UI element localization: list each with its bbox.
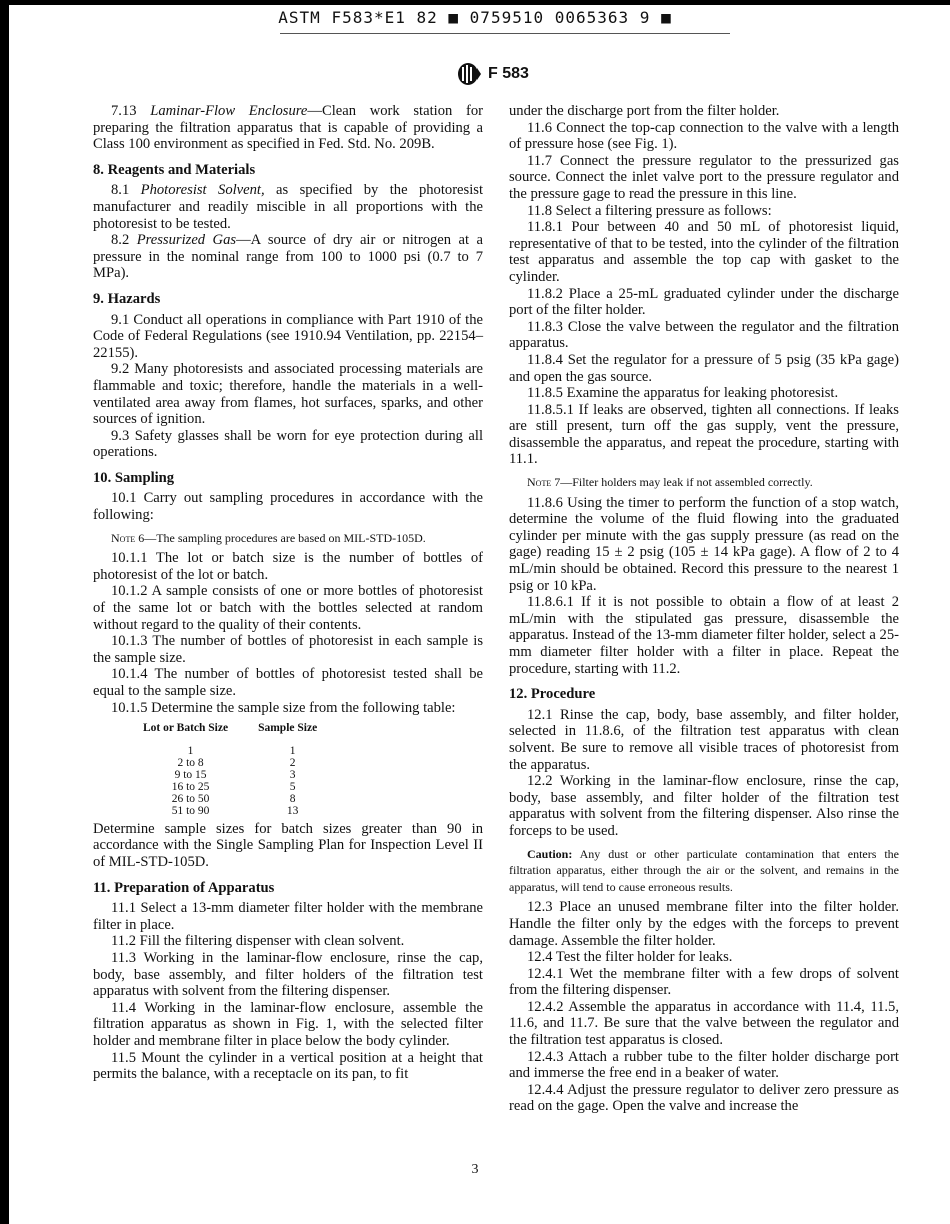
paragraph-11-8-4: 11.8.4 Set the regulator for a pressure of 5 psig (35 kPa gage) and open the gas source. [509,351,899,385]
paragraph-11-8: 11.8 Select a filtering pressure as follows: [527,202,772,219]
note-6: Note 6—The sampling procedures are based on MIL-STD-105D. [111,530,426,545]
scan-edge-left [0,0,9,1224]
paragraph-after-table: Determine sample sizes for batch sizes greater than 90 in accordance with the Single Sampling Plan for Inspection Level II of MIL-STD-105D. [93,820,483,870]
paragraph-11-8-6: 11.8.6 Using the timer to perform the function of a stop watch, determine the volume of the fluid flowing into the graduated cylinder per minute with the gas supply pressure (as read on the gage) reading 15 ± 2 psig (105 ± 14 kPa gage). A flow of 2 to 4 mL/min should be obtained. Record this pressure to the nearest 1 psig or 10 kPa. [509,494,899,594]
caution-note: Caution: Any dust or other particulate contamination that enters the filtration apparatus, either through the air or the solvent, and remains in the apparatus, will tend to cause erroneous results. [509,846,899,894]
astm-logo-icon [456,62,482,86]
header-code: ASTM F583*E1 82 ■ 0759510 0065363 9 ■ [278,8,672,27]
table-row: 51 to 90 13 [171,804,299,817]
table-row: 26 to 50 8 [171,792,296,805]
table-header-lot: Lot or Batch Size [143,722,229,735]
paragraph-12-4: 12.4 Test the filter holder for leaks. [527,949,733,966]
paragraph-9-2: 9.2 Many photoresists and associated processing materials are flammable and toxic; therefore, handle the materials in a well-ventilated area away from flames, hot surfaces, sparks, and other sources of ignition. [93,361,483,428]
paragraph-12-1: 12.1 Rinse the cap, body, base assembly, and filter holder, selected in 11.8.6, of the filtration test apparatus with clean solvent. Be sure to remove all visible traces of photoresist from the apparatus. [509,706,899,773]
sample-size-table [133,720,337,817]
paragraph-12-3: 12.3 Place an unused membrane filter into the filter holder. Handle the filter only by the edges with the forceps to prevent damage. Assemble the filter holder. [509,899,899,949]
paragraph-11-8-3: 11.8.3 Close the valve between the regulator and the filtration apparatus. [509,318,899,352]
table-row: 16 to 25 5 [171,780,296,793]
paragraph-11-5-cont: under the discharge port from the filter holder. [509,103,780,119]
heading-hazards: 9. Hazards [93,290,161,307]
designation: F 583 [488,65,529,82]
paragraph-10-1-2: 10.1.2 A sample consists of one or more bottles of photoresist of the same lot or batch with the bottles selected at random without regard to the quality of their contents. [93,583,483,633]
paragraph-8-1: 8.1 Photoresist Solvent, as specified by the photoresist manufacturer and readily miscible in all proportions with the photoresist to be tested. [93,182,484,232]
paragraph-10-1-5: 10.1.5 Determine the sample size from the following table: [111,699,456,716]
paragraph-11-4: 11.4 Working in the laminar-flow enclosure, assemble the filtration apparatus as shown in Fig. 1, with the selected filter holder and membrane filter in place below the body cylinder. [93,999,483,1049]
heading-sampling: 10. Sampling [93,469,175,486]
paragraph-12-4-4: 12.4.4 Adjust the pressure regulator to deliver zero pressure as read on the gage. Open the valve and increase the [509,1081,899,1115]
paragraph-11-7: 11.7 Connect the pressure regulator to the pressurized gas source. Connect the inlet valve port to the pressure regulator and the pressure gage to read the pressure in this line. [509,152,899,202]
paragraph-12-4-2: 12.4.2 Assemble the apparatus in accordance with 11.4, 11.5, 11.6, and 11.7. Be sure that the valve between the regulator and the filtration test apparatus is closed. [509,998,899,1049]
paragraph-10-1-3: 10.1.3 The number of bottles of photoresist in each sample is the sample size. [93,633,483,666]
paragraph-11-8-5-1: 11.8.5.1 If leaks are observed, tighten all connections. If leaks are still present, turn off the gas supply, vent the pressure, disassemble the apparatus, and repeat the procedure, starting with 11.1. [509,401,899,468]
paragraph-11-8-5: 11.8.5 Examine the apparatus for leaking photoresist. [527,385,839,402]
paragraph-8-2: 8.2 Pressurized Gas—A source of dry air or nitrogen at a pressure in the nominal range from 100 to 1000 psi (0.7 to 7 MPa). [93,232,483,282]
designation-row [456,62,529,86]
heading-preparation: 11. Preparation of Apparatus [93,879,275,896]
paragraph-11-8-6-1: 11.8.6.1 If it is not possible to obtain a flow of at least 2 mL/min with the stipulated gas pressure, disassemble the apparatus. Instead of the 13-mm diameter filter holder, select a 25-mm diameter filter holder with a filter in place. Repeat the procedure, starting with 11.2. [509,594,899,677]
table-row: 2 to 8 2 [177,756,296,769]
page-number: 3 [471,1162,479,1177]
paragraph-12-2: 12.2 Working in the laminar-flow enclosure, rinse the cap, body, base assembly, and filter holder of the filtration test apparatus with solvent from the filtering dispenser. Also rinse the forceps to be used. [509,773,899,839]
table-header-sample: Sample Size [258,722,318,735]
paragraph-12-4-3: 12.4.3 Attach a rubber tube to the filter holder discharge port and immerse the free end in a beaker of water. [509,1048,899,1082]
right-column [509,103,899,1115]
paragraph-10-1-4: 10.1.4 The number of bottles of photoresist tested shall be equal to the sample size. [93,666,483,699]
paragraph-10-1: 10.1 Carry out sampling procedures in accordance with the following: [93,490,483,524]
paragraph-10-1-1: 10.1.1 The lot or batch size is the number of bottles of photoresist of the lot or batch. [93,550,483,583]
heading-procedure: 12. Procedure [509,686,596,703]
header-rule [280,33,730,34]
scan-edge-top [0,0,950,5]
paragraph-11-8-1: 11.8.1 Pour between 40 and 50 mL of photoresist liquid, representative of that to be tested, into the cylinder of the filtration test apparatus and assemble the top cap with gasket to the cylinder. [509,219,899,285]
heading-reagents: 8. Reagents and Materials [93,161,256,178]
left-column [93,103,483,1083]
paragraph-11-2: 11.2 Fill the filtering dispenser with clean solvent. [111,933,405,950]
table-row: 9 to 15 3 [174,768,296,781]
paragraph-9-3: 9.3 Safety glasses shall be worn for eye protection during all operations. [93,427,483,461]
paragraph-11-3: 11.3 Working in the laminar-flow enclosure, rinse the cap, body, base assembly, and filter holders of the filtration test apparatus with solvent from the filtering dispenser. [93,949,483,1000]
paragraph-11-5: 11.5 Mount the cylinder in a vertical position at a height that permits the balance, with a receptacle on its pan, to fit [93,1049,483,1083]
paragraph-7-13: 7.13 Laminar-Flow Enclosure—Clean work station for preparing the filtration apparatus that is capable of providing a Class 100 environment as specified in Fed. Std. No. 209B. [93,103,483,153]
paragraph-9-1: 9.1 Conduct all operations in compliance with Part 1910 of the Code of Federal Regulations (see 1910.94 Ventilation, pp. 22154–22155). [93,311,483,361]
paragraph-11-8-2: 11.8.2 Place a 25-mL graduated cylinder under the discharge port of the filter holder. [509,285,899,319]
paragraph-11-1: 11.1 Select a 13-mm diameter filter holder with the membrane filter in place. [93,900,483,933]
paragraph-11-6: 11.6 Connect the top-cap connection to the valve with a length of pressure hose (see Fig. 1). [509,119,899,153]
note-7: Note 7—Filter holders may leak if not assembled correctly. [527,475,813,490]
paragraph-12-4-1: 12.4.1 Wet the membrane filter with a few drops of solvent from the filtering dispenser. [509,965,899,999]
table-row: 1 1 [187,744,296,757]
